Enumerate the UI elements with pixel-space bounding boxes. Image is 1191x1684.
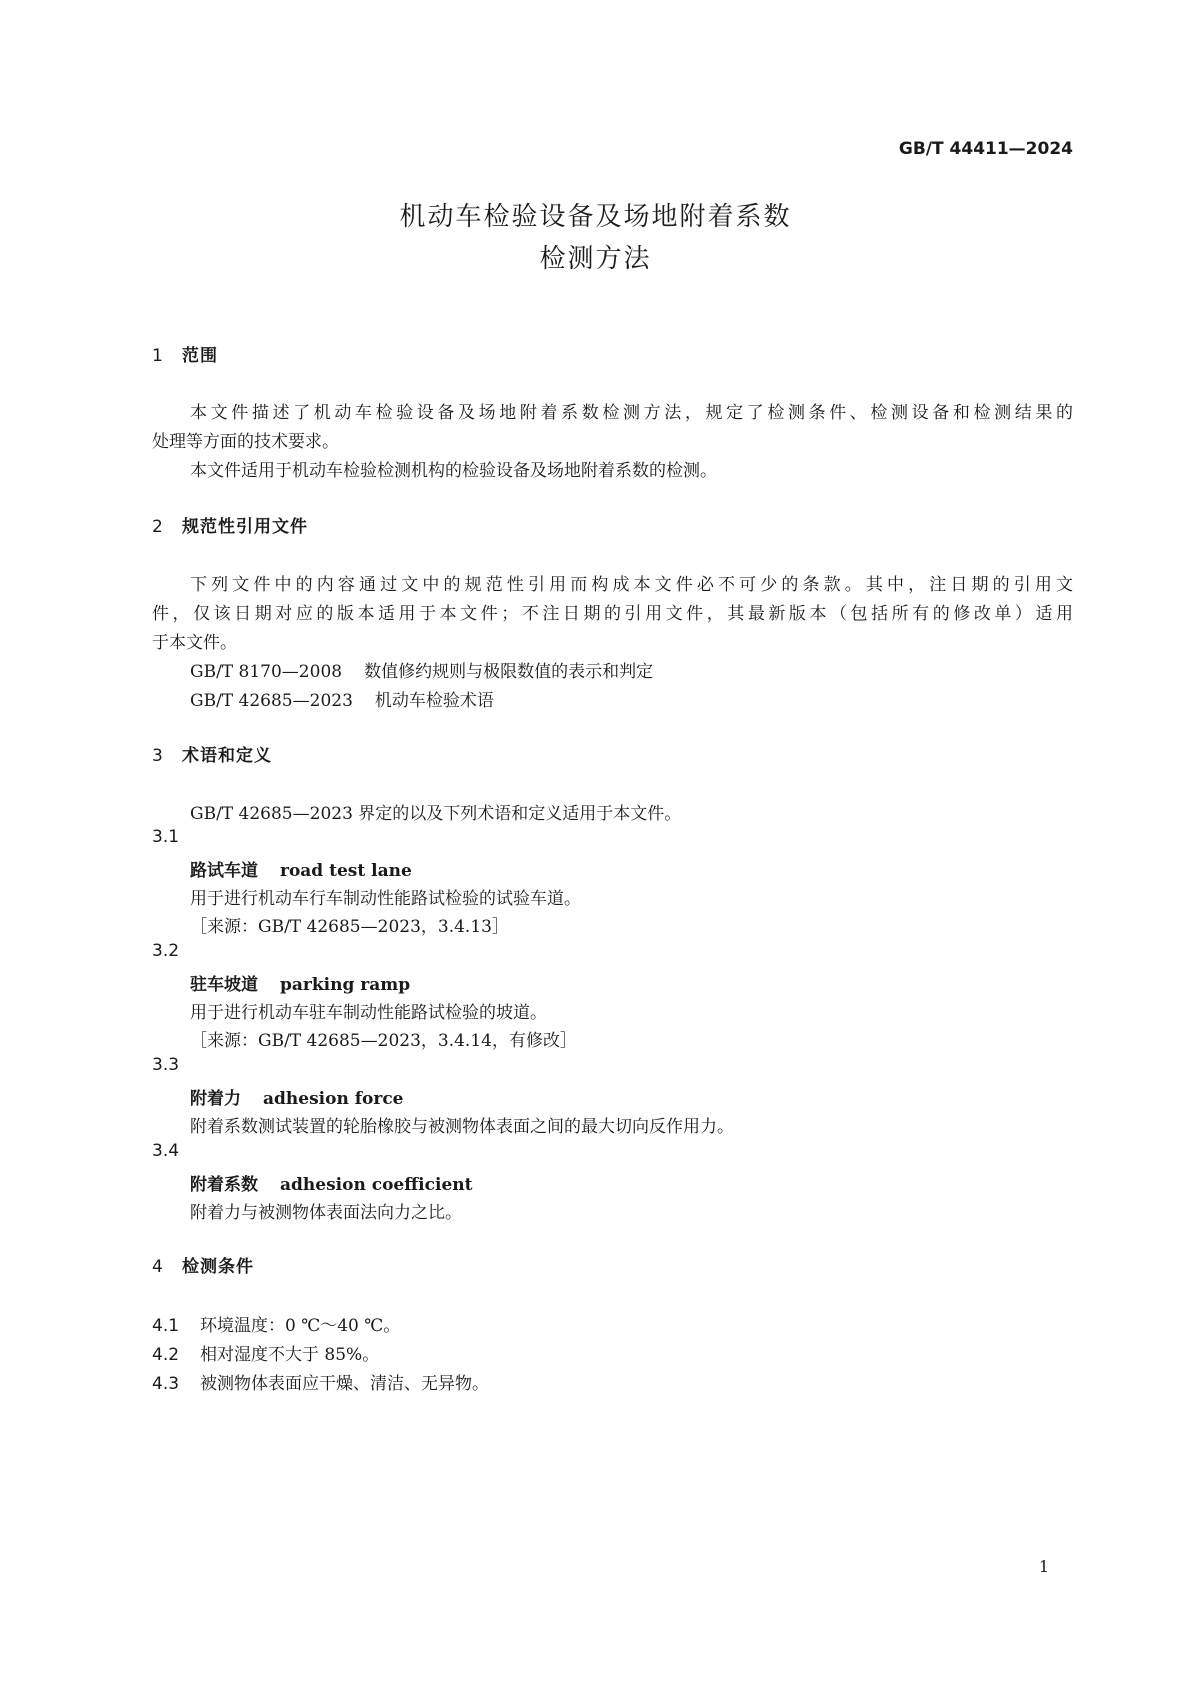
term-source: ［来源：GB/T 42685—2023，3.4.13］ (190, 917, 509, 937)
standard-number: GB/T 44411—2024 (898, 139, 1073, 159)
section-2-para-line1: 下列文件中的内容通过文中的规范性引用而构成本文件必不可少的条款。其中，注日期的引用文 (190, 575, 1073, 595)
section-3-intro: GB/T 42685—2023 界定的以及下列术语和定义适用于本文件。 (190, 804, 682, 824)
term-definition: 用于进行机动车驻车制动性能路试检验的坡道。 (190, 1003, 547, 1023)
section-2-para-line2: 件，仅该日期对应的版本适用于本文件；不注日期的引用文件，其最新版本（包括所有的修改单）适用 (152, 604, 1073, 624)
section-1-para1-line2: 处理等方面的技术要求。 (152, 432, 339, 452)
term-definition: 用于进行机动车行车制动性能路试检验的试验车道。 (190, 889, 581, 909)
page-number: 1 (1038, 1557, 1049, 1576)
reference-code: GB/T 42685—2023 (190, 691, 353, 711)
section-1-para2: 本文件适用于机动车检验检测机构的检验设备及场地附着系数的检测。 (190, 461, 717, 481)
condition-clause-number: 4.3 (152, 1374, 180, 1394)
term-chinese: 附着力 (190, 1089, 241, 1109)
condition-item (152, 1340, 379, 1365)
document-title-line1: 机动车检验设备及场地附着系数 (399, 202, 792, 232)
section-4-heading (152, 1252, 254, 1277)
condition-clause-number: 4.1 (152, 1316, 180, 1336)
term-source: ［来源：GB/T 42685—2023，3.4.14，有修改］ (190, 1031, 577, 1051)
condition-clause-number: 4.2 (152, 1345, 180, 1365)
condition-text: 相对湿度不大于 85%。 (200, 1345, 380, 1365)
term-heading (190, 1170, 472, 1195)
condition-text: 被测物体表面应干燥、清洁、无异物。 (200, 1374, 489, 1394)
term-english: road test lane (280, 861, 412, 881)
term-clause-number: 3.2 (152, 941, 180, 961)
section-title: 范围 (182, 346, 218, 366)
section-title: 术语和定义 (182, 746, 272, 766)
condition-text: 环境温度：0 ℃～40 ℃。 (200, 1316, 401, 1336)
term-english: parking ramp (280, 975, 411, 995)
section-title: 规范性引用文件 (182, 517, 308, 537)
section-1-para1-line1: 本文件描述了机动车检验设备及场地附着系数检测方法，规定了检测条件、检测设备和检测结果的 (190, 403, 1073, 423)
document-title-line2: 检测方法 (539, 244, 652, 274)
term-chinese: 路试车道 (190, 861, 258, 881)
term-heading (190, 856, 412, 881)
reference-title: 数值修约规则与极限数值的表示和判定 (364, 662, 654, 682)
section-3-heading (152, 741, 272, 766)
term-clause-number: 3.1 (152, 827, 180, 847)
section-number: 4 (152, 1257, 164, 1277)
section-number: 1 (152, 346, 164, 366)
term-chinese: 附着系数 (190, 1175, 258, 1195)
reference-code: GB/T 8170—2008 (190, 662, 343, 682)
term-clause-number: 3.3 (152, 1055, 180, 1075)
condition-item (152, 1311, 400, 1336)
term-clause-number: 3.4 (152, 1141, 180, 1161)
normative-reference (190, 686, 494, 711)
section-2-para-line3: 于本文件。 (152, 633, 237, 653)
term-heading (190, 1084, 404, 1109)
section-number: 3 (152, 746, 164, 766)
term-definition: 附着力与被测物体表面法向力之比。 (190, 1203, 462, 1223)
term-english: adhesion force (263, 1089, 404, 1109)
section-title: 检测条件 (182, 1257, 254, 1277)
normative-reference (190, 657, 653, 682)
term-definition: 附着系数测试装置的轮胎橡胶与被测物体表面之间的最大切向反作用力。 (190, 1117, 734, 1137)
reference-title: 机动车检验术语 (374, 691, 494, 711)
condition-item (152, 1369, 489, 1394)
section-2-heading (152, 512, 308, 537)
term-chinese: 驻车坡道 (190, 975, 258, 995)
section-1-heading (152, 341, 218, 366)
term-english: adhesion coefficient (280, 1175, 473, 1195)
section-number: 2 (152, 517, 164, 537)
term-heading (190, 970, 410, 995)
